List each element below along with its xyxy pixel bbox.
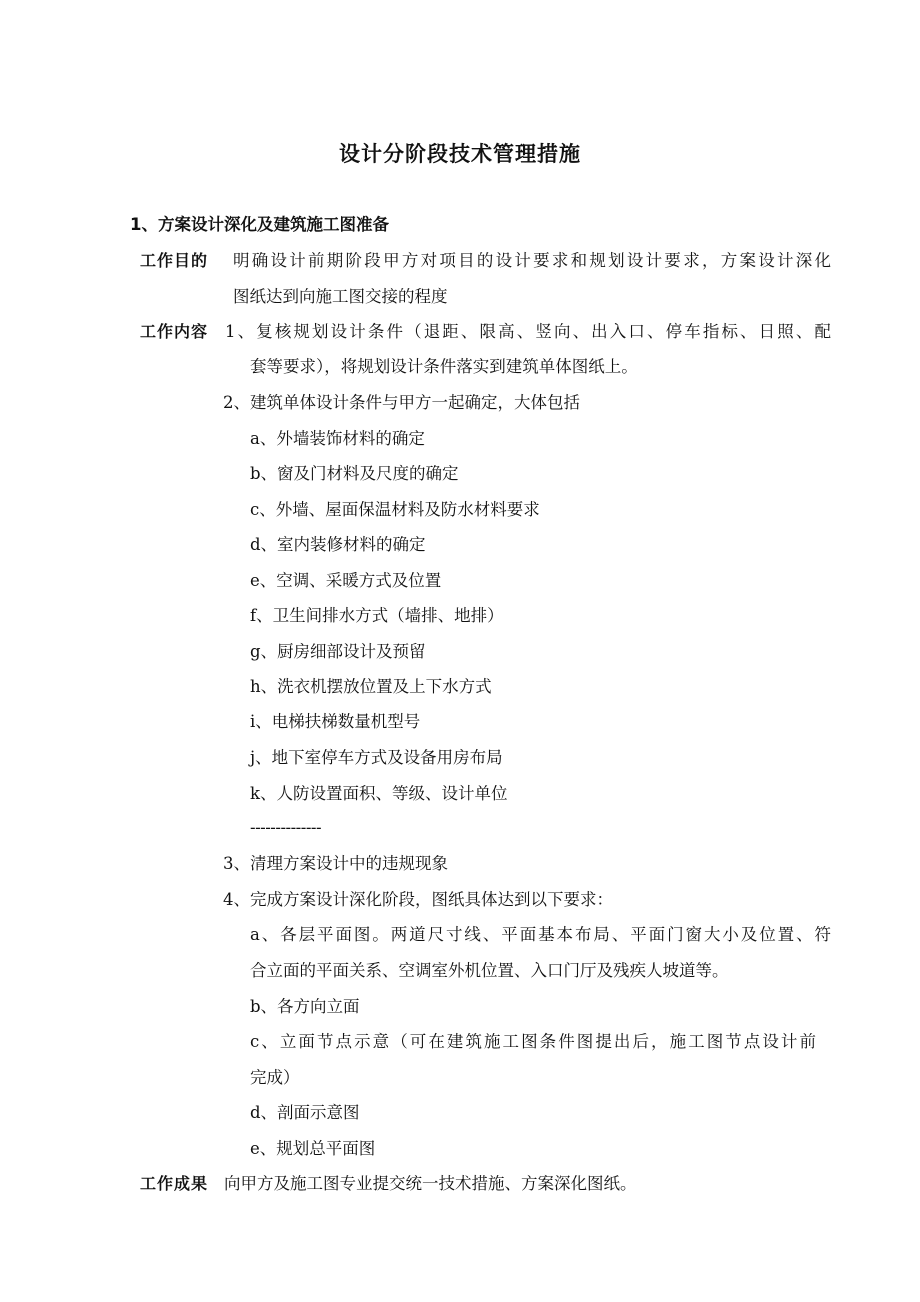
sub-item-f: f、卫生间排水方式（墙排、地排） bbox=[250, 606, 504, 625]
item-4-e: e、规划总平面图 bbox=[250, 1139, 376, 1158]
result-text: 向甲方及施工图专业提交统一技术措施、方案深化图纸。 bbox=[224, 1174, 637, 1193]
sub-item-h: h、洗衣机摆放位置及上下水方式 bbox=[250, 677, 492, 696]
purpose-label: 工作目的 bbox=[140, 251, 209, 270]
item-4-d: d、剖面示意图 bbox=[250, 1103, 360, 1122]
content-item-1-line-2: 套等要求），将规划设计条件落实到建筑单体图纸上。 bbox=[250, 357, 638, 376]
sub-item-i: i、电梯扶梯数量机型号 bbox=[250, 712, 421, 731]
result-label: 工作成果 bbox=[140, 1174, 209, 1193]
dashed-separator: -------------- bbox=[250, 818, 322, 837]
item-4-c-line-2: 完成） bbox=[250, 1068, 300, 1087]
sub-item-g: g、厨房细部设计及预留 bbox=[250, 642, 426, 661]
content-label: 工作内容 bbox=[140, 322, 209, 341]
sub-item-b: b、窗及门材料及尺度的确定 bbox=[250, 464, 459, 483]
content-item-2: 2、建筑单体设计条件与甲方一起确定，大体包括 bbox=[223, 393, 580, 412]
content-item-4: 4、完成方案设计深化阶段，图纸具体达到以下要求： bbox=[223, 890, 613, 909]
sub-item-j: j、地下室停车方式及设备用房布局 bbox=[250, 748, 503, 767]
sub-item-d: d、室内装修材料的确定 bbox=[250, 535, 426, 554]
sub-item-e: e、空调、采暖方式及位置 bbox=[250, 571, 442, 590]
sub-item-k: k、人防设置面积、等级、设计单位 bbox=[250, 784, 508, 803]
item-4-a-line-1: a、各层平面图。两道尺寸线、平面基本布局、平面门窗大小及位置、符 bbox=[250, 925, 831, 944]
purpose-line-1: 明确设计前期阶段甲方对项目的设计要求和规划设计要求，方案设计深化 bbox=[233, 251, 831, 270]
purpose-line-2: 图纸达到向施工图交接的程度 bbox=[233, 287, 448, 306]
item-4-c-line-1: c、立面节点示意（可在建筑施工图条件图提出后，施工图节点设计前 bbox=[250, 1032, 816, 1051]
content-item-1-line-1: 1、复核规划设计条件（退距、限高、竖向、出入口、停车指标、日照、配 bbox=[225, 322, 831, 341]
content-item-3: 3、清理方案设计中的违规现象 bbox=[223, 854, 448, 873]
sub-item-c: c、外墙、屋面保温材料及防水材料要求 bbox=[250, 500, 540, 519]
section-heading: 1、方案设计深化及建筑施工图准备 bbox=[130, 215, 389, 234]
item-4-a-line-2: 合立面的平面关系、空调室外机位置、入口门厅及残疾人坡道等。 bbox=[250, 961, 729, 980]
item-4-b: b、各方向立面 bbox=[250, 997, 360, 1016]
page-title: 设计分阶段技术管理措施 bbox=[339, 142, 581, 166]
sub-item-a: a、外墙装饰材料的确定 bbox=[250, 429, 425, 448]
